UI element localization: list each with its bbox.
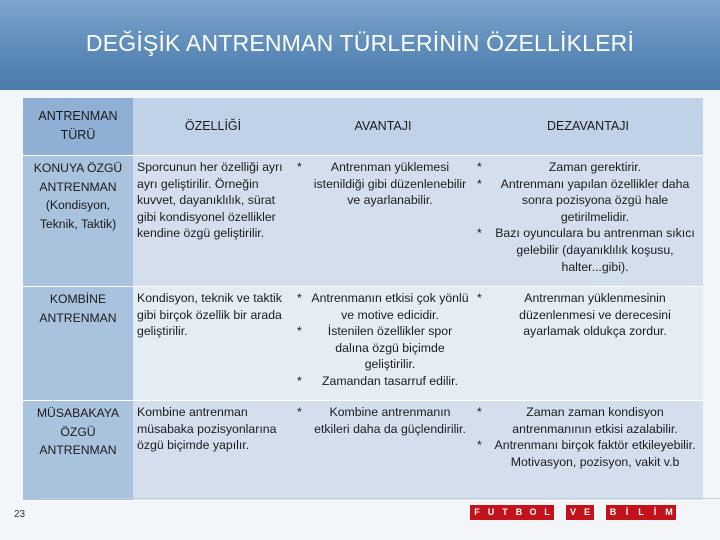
training-type-cell: KONUYA ÖZGÜ ANTRENMAN (Kondisyon, Teknik, Taktik) [23, 156, 133, 287]
table-row [23, 401, 703, 501]
brand-letter: L [638, 507, 644, 517]
disadvantage-item: * Bazı oyunculara bu antrenman sıkıcı gelebilir (dayanıklılık koşusu, halter...gibi). [477, 225, 699, 275]
brand-logo [470, 505, 688, 520]
table-row [23, 156, 703, 287]
header-advantage: AVANTAJI [293, 98, 473, 156]
advantage-item: * Zamandan tasarruf edilir. [297, 373, 469, 390]
brand-letter: M [665, 507, 673, 517]
disadvantage-item: * Antrenmanı birçok faktör etkileyebilir. Motivasyon, pozisyon, vakit v.b [477, 437, 699, 470]
training-type-cell: KOMBİNE ANTRENMAN [23, 287, 133, 401]
brand-letter: B [515, 507, 523, 517]
header-disadvantage: DEZAVANTAJI [473, 98, 703, 156]
brand-letter: İ [653, 507, 657, 517]
disadvantage-item: * Antrenman yüklenmesinin düzenlenmesi ve derecesini ayarlamak oldukça zordur. [477, 290, 699, 340]
table-header-row [23, 98, 703, 156]
disadvantage-cell [473, 401, 703, 501]
feature-cell: Sporcunun her özelliği ayrı ayrı geliştirilir. Örneğin kuvvet, dayanıklılık, sürat gibi kondisyonel özellikler kendine özgü geliştirilir. [133, 156, 293, 287]
brand-letter: U [487, 507, 495, 517]
brand-letter: F [474, 507, 480, 517]
advantage-item: * Kombine antrenmanın etkileri daha da güçlendirilir. [297, 404, 469, 437]
advantage-cell [293, 156, 473, 287]
advantage-item: * Antrenman yüklemesi istenildiği gibi düzenlenebilir ve ayarlanabilir. [297, 159, 469, 209]
title-bar [0, 0, 720, 90]
training-types-table [23, 98, 703, 501]
brand-letter: E [583, 507, 590, 517]
feature-cell: Kombine antrenman müsabaka pozisyonlarına özgü biçimde yapılır. [133, 401, 293, 501]
brand-letter: L [544, 507, 550, 517]
brand-letter: İ [625, 507, 629, 517]
brand-word-ve [566, 505, 594, 520]
advantage-item: * Antrenmanın etkisi çok yönlü ve motive edicidir. [297, 290, 469, 323]
brand-letter: T [502, 507, 508, 517]
advantage-cell [293, 401, 473, 501]
advantage-cell [293, 287, 473, 401]
disadvantage-item: * Zaman gerektirir. [477, 159, 699, 176]
disadvantage-cell [473, 287, 703, 401]
header-training-type: ANTRENMAN TÜRÜ [23, 98, 133, 156]
page-title: DEĞİŞİK ANTRENMAN TÜRLERİNİN ÖZELLİKLERİ [85, 30, 635, 56]
advantage-item: * İstenilen özellikler spor dalına özgü biçimde geliştirilir. [297, 323, 469, 373]
training-type-cell: MÜSABAKAYA ÖZGÜ ANTRENMAN [23, 401, 133, 501]
page-number: 23 [14, 509, 26, 520]
brand-letter: O [529, 507, 537, 517]
brand-word-bilim [606, 505, 676, 520]
disadvantage-item: * Antrenmanı yapılan özellikler daha sonra pozisyona özgü hale getirilmelidir. [477, 176, 699, 226]
disadvantage-item: * Zaman zaman kondisyon antrenmanının etkisi azalabilir. [477, 404, 699, 437]
brand-letter: B [609, 507, 617, 517]
brand-word-futbol [470, 505, 554, 520]
brand-letter: V [569, 507, 576, 517]
header-feature: ÖZELLİĞİ [133, 98, 293, 156]
footer-divider [40, 498, 720, 499]
disadvantage-cell [473, 156, 703, 287]
feature-cell: Kondisyon, teknik ve taktik gibi birçok özellik bir arada geliştirilir. [133, 287, 293, 401]
table-row [23, 287, 703, 401]
